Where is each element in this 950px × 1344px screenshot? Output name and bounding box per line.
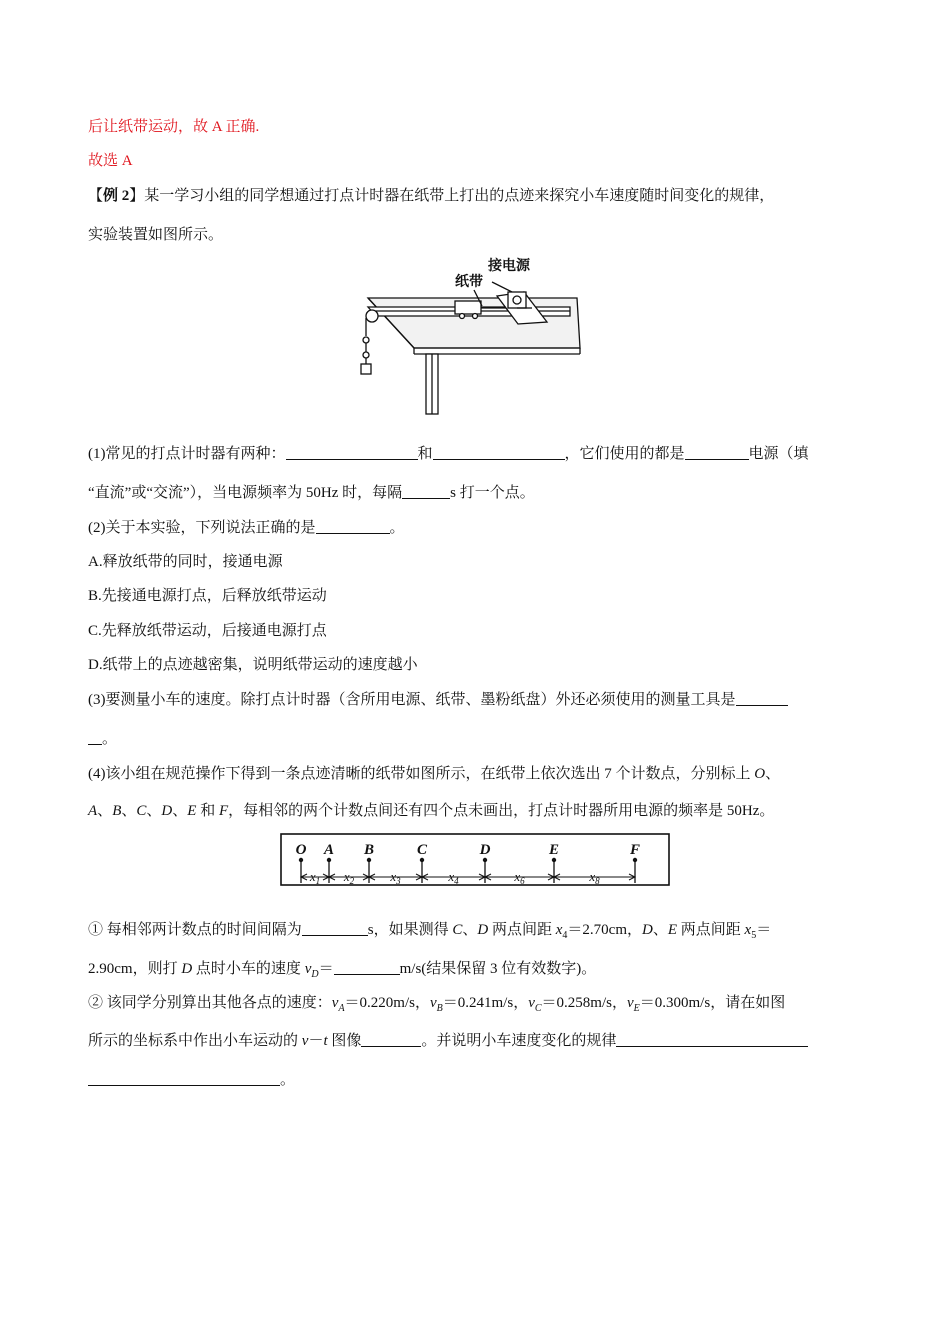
sub1-sep: 、 — [652, 922, 668, 938]
q2-option-c: C.先释放纸带运动，后接通电源打点 — [88, 623, 327, 639]
q2-option-a: A.释放纸带的同时，接通电源 — [88, 554, 283, 570]
q4-text: (4)该小组在规范操作下得到一条点迹清晰的纸带如图所示，在纸带上依次选出 7 个计数点，分别标上 — [88, 766, 755, 782]
answer-line-1: 后让纸带运动，故 A 正确. — [88, 119, 260, 135]
sub2-blank-rule-part-2[interactable] — [88, 1070, 280, 1086]
sub1-text-d: ＝2.70cm， — [567, 922, 642, 938]
sub1-text-b: s，如果测得 — [367, 922, 453, 938]
tape-label-f: F — [629, 842, 641, 858]
sub2-vc: ＝0.258m/s， — [541, 995, 627, 1011]
example-bracket-close: 】 — [129, 188, 145, 204]
tape-dot-o — [299, 858, 303, 862]
sub1-line-1 — [88, 920, 862, 946]
answer-line-2: 故选 A — [88, 153, 133, 169]
q4-sep: 、 — [172, 803, 188, 819]
cart — [455, 301, 481, 314]
tape-dot-b — [367, 858, 371, 862]
sub1-sep: 、 — [462, 922, 478, 938]
sub1-point-c: C — [452, 922, 463, 938]
example-intro-line-1 — [88, 186, 862, 206]
q4-sep: 、 — [97, 803, 113, 819]
sub1-vd-sub: D — [311, 969, 319, 980]
sub1-line2-c: ＝ — [318, 961, 334, 977]
tape-segment-label: $x_2$ — [343, 869, 355, 886]
q2-option-b: B.先接通电源打点，后释放纸带运动 — [88, 588, 327, 604]
q4-point-o: O — [754, 766, 766, 782]
q2-blank[interactable] — [316, 518, 390, 534]
sub2-va-sub: A — [338, 1003, 345, 1014]
q4-sep: 、 — [146, 803, 162, 819]
tape-label-o: O — [295, 842, 307, 858]
sub2-vt-minus: － — [308, 1033, 324, 1049]
tape-dot-a — [327, 858, 331, 862]
sub1-x4-symbol: x — [555, 922, 563, 938]
q4-line-1 — [88, 764, 862, 784]
tape-segment-label: $x_8$ — [589, 869, 600, 886]
sub1-line2-a: 2.90cm，则打 — [88, 961, 182, 977]
sub1-line2-d: m/s(结果保留 3 位有效数字)。 — [399, 961, 597, 977]
tape-label-e: E — [548, 842, 560, 858]
pulley — [366, 310, 378, 322]
q1-blank-4[interactable] — [402, 483, 450, 499]
sub1-blank-velocity[interactable] — [334, 959, 400, 975]
q1-mid: ，它们使用的都是 — [564, 446, 685, 462]
q4-point-d: D — [161, 803, 173, 819]
q3-line-1 — [88, 690, 862, 710]
sub2-line-3 — [88, 1070, 862, 1090]
q1-blank-2[interactable] — [433, 444, 565, 460]
sub2-line-2 — [88, 1031, 862, 1051]
sub1-blank-interval[interactable] — [302, 920, 368, 936]
sub1-point-d: D — [181, 961, 193, 977]
q1-prefix: (1)常见的打点计时器有两种： — [88, 446, 286, 462]
q3-text: (3)要测量小车的速度。除打点计时器（含所用电源、纸带、墨粉纸盘）外还必须使用的测量工具是 — [88, 692, 736, 708]
tape-segment-label: $x_3$ — [390, 869, 401, 886]
q2-option-d: D.纸带上的点迹越密集，说明纸带运动的速度越小 — [88, 657, 418, 673]
sub1-line2-b: 点时小车的速度 — [192, 961, 305, 977]
sub1-text-f: ＝ — [756, 922, 772, 938]
q1-and: 和 — [417, 446, 433, 462]
sub2-line3-end: 。 — [280, 1072, 296, 1088]
sub2-ve-sub: E — [633, 1003, 640, 1014]
tape-label-d: D — [479, 842, 491, 858]
sub2-vb: ＝0.241m/s， — [442, 995, 529, 1011]
sub2-vb-sub: B — [436, 1003, 443, 1014]
sub1-text-e: 两点间距 — [677, 922, 745, 938]
tape-label-c: C — [416, 842, 428, 858]
tape-label-b: B — [363, 842, 375, 858]
sub1-point-d: D — [642, 922, 653, 938]
tape-dot-e — [552, 858, 556, 862]
q2-stem — [88, 518, 862, 538]
timer-box — [508, 292, 526, 308]
q1-end: 电源（填 — [748, 446, 809, 462]
example-bracket-open: 【 — [88, 188, 104, 204]
sub2-v-symbol: v — [626, 995, 634, 1011]
sub2-line2-c: 。并说明小车速度变化的规律 — [421, 1033, 617, 1049]
sub2-blank-rule-part-1[interactable] — [616, 1031, 808, 1047]
sub1-point-e: E — [667, 922, 678, 938]
tape-segment-label: $x_6$ — [514, 869, 525, 886]
hanging-weight — [361, 364, 371, 374]
q1-blank-3[interactable] — [685, 444, 749, 460]
sub1-line-2 — [88, 959, 862, 985]
q4-and: 和 — [196, 803, 219, 819]
q1-line-1 — [88, 444, 862, 464]
tape-segment-label: $x_4$ — [448, 869, 459, 886]
tape-label-a: A — [323, 842, 335, 858]
apparatus-figure — [352, 248, 584, 416]
sub2-vt-t: t — [323, 1033, 328, 1049]
q4-point-f: F — [218, 803, 229, 819]
label-power: 接电源 — [488, 259, 530, 274]
q4-sep: 、 — [765, 766, 781, 782]
q1-line2-text: “直流”或“交流”），当电源频率为 50Hz 时，每隔 — [88, 485, 403, 501]
q3-line-2 — [88, 729, 862, 749]
sub2-vc-sub: C — [534, 1003, 542, 1014]
sub2-v-symbol: v — [528, 995, 535, 1011]
tape-dot-d — [483, 858, 487, 862]
q4-point-c: C — [136, 803, 147, 819]
sub1-text-a: ① 每相邻两计数点的时间间隔为 — [88, 922, 302, 938]
sub2-line2-b: 图像 — [327, 1033, 362, 1049]
sub2-va: ＝0.220m/s， — [344, 995, 430, 1011]
q2-stem-text: (2)关于本实验，下列说法正确的是 — [88, 520, 316, 536]
q1-line2-end: s 打一个点。 — [450, 485, 535, 501]
sub2-v-symbol: v — [429, 995, 437, 1011]
q4-point-e: E — [187, 803, 197, 819]
example-intro-line-2: 实验装置如图所示。 — [88, 227, 224, 243]
q3-end: 。 — [102, 731, 118, 747]
sub2-blank-graph[interactable] — [361, 1031, 421, 1047]
sub2-vt-v: v — [301, 1033, 309, 1049]
tape-figure — [280, 833, 670, 886]
q1-line-2 — [88, 483, 862, 503]
tape-dot-c — [420, 858, 424, 862]
sub2-line2-a: 所示的坐标系中作出小车运动的 — [88, 1033, 302, 1049]
q4-point-b: B — [112, 803, 122, 819]
sub2-line-1 — [88, 993, 862, 1019]
q2-stem-end: 。 — [389, 520, 405, 536]
tape-segment-label: $x_1$ — [309, 869, 321, 886]
q4-sep: 、 — [121, 803, 137, 819]
example-intro-text: 某一学习小组的同学想通过打点计时器在纸带上打出的点迹来探究小车速度随时间变化的规律， — [144, 188, 775, 204]
sub2-text-a: ② 该同学分别算出其他各点的速度： — [88, 995, 332, 1011]
q3-blank-part-1[interactable] — [736, 690, 788, 706]
sub1-v-symbol: v — [304, 961, 312, 977]
label-tape: 纸带 — [455, 275, 483, 290]
sub2-ve: ＝0.300m/s，请在如图 — [639, 995, 786, 1011]
sub1-x4-sub: 4 — [562, 930, 568, 941]
q4-text-2: ，每相邻的两个计数点间还有四个点未画出，打点计时器所用电源的频率是 50Hz。 — [228, 803, 775, 819]
sub1-x5-sub: 5 — [751, 930, 757, 941]
q4-point-a: A — [88, 803, 98, 819]
example-tag: 例 2 — [103, 188, 130, 204]
sub1-point-d: D — [477, 922, 489, 938]
sub2-v-symbol: v — [331, 995, 339, 1011]
q3-blank-part-2[interactable] — [88, 729, 102, 745]
sub1-text-c: 两点间距 — [488, 922, 556, 938]
tape-dot-f — [633, 858, 637, 862]
q1-blank-1[interactable] — [286, 444, 418, 460]
q4-line-2 — [88, 801, 862, 821]
sub1-x5-symbol: x — [744, 922, 752, 938]
